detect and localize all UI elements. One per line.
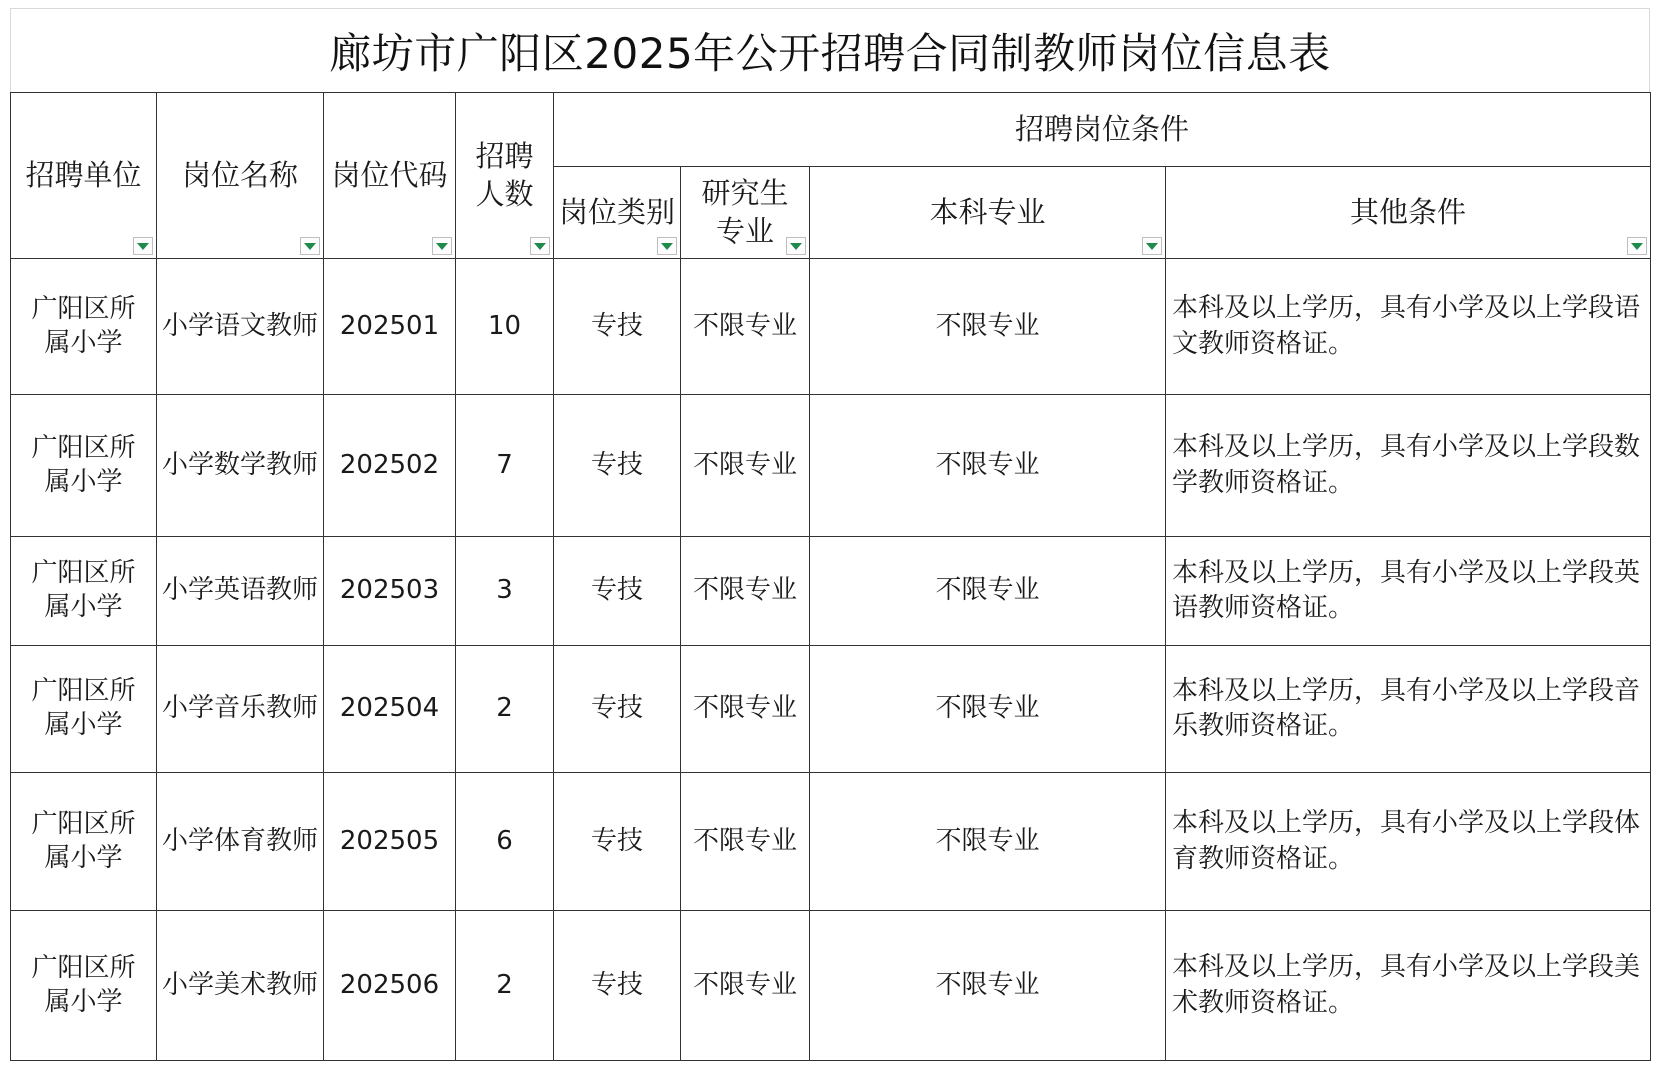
- cell-position-name[interactable]: 小学语文教师: [157, 259, 324, 395]
- table-title-cell: [10, 8, 1650, 92]
- header-grad-major-label: 研究生专业: [701, 175, 789, 248]
- recruitment-table: [10, 92, 1651, 1061]
- filter-dropdown-icon[interactable]: [786, 237, 806, 255]
- header-category[interactable]: [554, 167, 681, 259]
- header-grad-major[interactable]: [681, 167, 810, 259]
- header-conditions-group: [554, 93, 1651, 167]
- header-other-label: 其他条件: [1350, 194, 1467, 229]
- header-undergrad-major[interactable]: [810, 167, 1166, 259]
- table-row: [11, 259, 1651, 395]
- cell-position-name[interactable]: 小学数学教师: [157, 395, 324, 537]
- cell-category[interactable]: 专技: [554, 259, 681, 395]
- filter-dropdown-icon[interactable]: [530, 237, 550, 255]
- cell-unit[interactable]: 广阳区所属小学: [11, 259, 157, 395]
- cell-undergrad-major[interactable]: 不限专业: [810, 773, 1166, 911]
- cell-grad-major[interactable]: 不限专业: [681, 911, 810, 1061]
- header-category-label: 岗位类别: [558, 194, 675, 229]
- cell-position-code[interactable]: 202501: [324, 259, 456, 395]
- cell-other[interactable]: 本科及以上学历，具有小学及以上学段英语教师资格证。: [1166, 537, 1651, 646]
- cell-category[interactable]: 专技: [554, 537, 681, 646]
- cell-undergrad-major[interactable]: 不限专业: [810, 537, 1166, 646]
- cell-position-name[interactable]: 小学美术教师: [157, 911, 324, 1061]
- cell-category[interactable]: 专技: [554, 773, 681, 911]
- filter-dropdown-icon[interactable]: [432, 237, 452, 255]
- cell-grad-major[interactable]: 不限专业: [681, 646, 810, 773]
- spreadsheet: [10, 8, 1650, 1061]
- cell-other[interactable]: 本科及以上学历，具有小学及以上学段美术教师资格证。: [1166, 911, 1651, 1061]
- table-row: [11, 773, 1651, 911]
- filter-dropdown-icon[interactable]: [657, 237, 677, 255]
- header-position-name[interactable]: [157, 93, 324, 259]
- filter-dropdown-icon[interactable]: [300, 237, 320, 255]
- cell-count[interactable]: 3: [456, 537, 554, 646]
- header-position-code[interactable]: [324, 93, 456, 259]
- cell-category[interactable]: 专技: [554, 395, 681, 537]
- cell-position-name[interactable]: 小学音乐教师: [157, 646, 324, 773]
- cell-grad-major[interactable]: 不限专业: [681, 773, 810, 911]
- filter-dropdown-icon[interactable]: [1142, 237, 1162, 255]
- filter-dropdown-icon[interactable]: [1627, 237, 1647, 255]
- cell-category[interactable]: 专技: [554, 646, 681, 773]
- cell-unit[interactable]: 广阳区所属小学: [11, 395, 157, 537]
- cell-count[interactable]: 6: [456, 773, 554, 911]
- cell-other[interactable]: 本科及以上学历，具有小学及以上学段语文教师资格证。: [1166, 259, 1651, 395]
- table-row: [11, 537, 1651, 646]
- header-undergrad-major-label: 本科专业: [929, 194, 1046, 229]
- cell-unit[interactable]: 广阳区所属小学: [11, 537, 157, 646]
- header-unit[interactable]: [11, 93, 157, 259]
- cell-position-name[interactable]: 小学英语教师: [157, 537, 324, 646]
- cell-position-code[interactable]: 202503: [324, 537, 456, 646]
- cell-grad-major[interactable]: 不限专业: [681, 537, 810, 646]
- cell-unit[interactable]: 广阳区所属小学: [11, 911, 157, 1061]
- cell-position-code[interactable]: 202506: [324, 911, 456, 1061]
- cell-unit[interactable]: 广阳区所属小学: [11, 646, 157, 773]
- table-row: [11, 395, 1651, 537]
- cell-count[interactable]: 10: [456, 259, 554, 395]
- cell-category[interactable]: 专技: [554, 911, 681, 1061]
- cell-undergrad-major[interactable]: 不限专业: [810, 259, 1166, 395]
- header-unit-label: 招聘单位: [25, 157, 142, 192]
- cell-other[interactable]: 本科及以上学历，具有小学及以上学段音乐教师资格证。: [1166, 646, 1651, 773]
- header-other[interactable]: [1166, 167, 1651, 259]
- cell-count[interactable]: 7: [456, 395, 554, 537]
- header-position-name-label: 岗位名称: [181, 157, 298, 192]
- page-title: 廊坊市广阳区2025年公开招聘合同制教师岗位信息表: [329, 28, 1331, 78]
- cell-grad-major[interactable]: 不限专业: [681, 395, 810, 537]
- cell-undergrad-major[interactable]: 不限专业: [810, 395, 1166, 537]
- cell-position-code[interactable]: 202502: [324, 395, 456, 537]
- cell-position-name[interactable]: 小学体育教师: [157, 773, 324, 911]
- cell-other[interactable]: 本科及以上学历，具有小学及以上学段体育教师资格证。: [1166, 773, 1651, 911]
- cell-position-code[interactable]: 202505: [324, 773, 456, 911]
- cell-position-code[interactable]: 202504: [324, 646, 456, 773]
- header-count[interactable]: [456, 93, 554, 259]
- cell-undergrad-major[interactable]: 不限专业: [810, 911, 1166, 1061]
- header-position-code-label: 岗位代码: [331, 157, 448, 192]
- cell-count[interactable]: 2: [456, 911, 554, 1061]
- cell-unit[interactable]: 广阳区所属小学: [11, 773, 157, 911]
- header-conditions-group-label: 招聘岗位条件: [1015, 111, 1190, 146]
- filter-dropdown-icon[interactable]: [133, 237, 153, 255]
- cell-grad-major[interactable]: 不限专业: [681, 259, 810, 395]
- header-count-label: 招聘人数: [475, 138, 534, 211]
- cell-other[interactable]: 本科及以上学历，具有小学及以上学段数学教师资格证。: [1166, 395, 1651, 537]
- table-row: [11, 911, 1651, 1061]
- cell-count[interactable]: 2: [456, 646, 554, 773]
- cell-undergrad-major[interactable]: 不限专业: [810, 646, 1166, 773]
- table-row: [11, 646, 1651, 773]
